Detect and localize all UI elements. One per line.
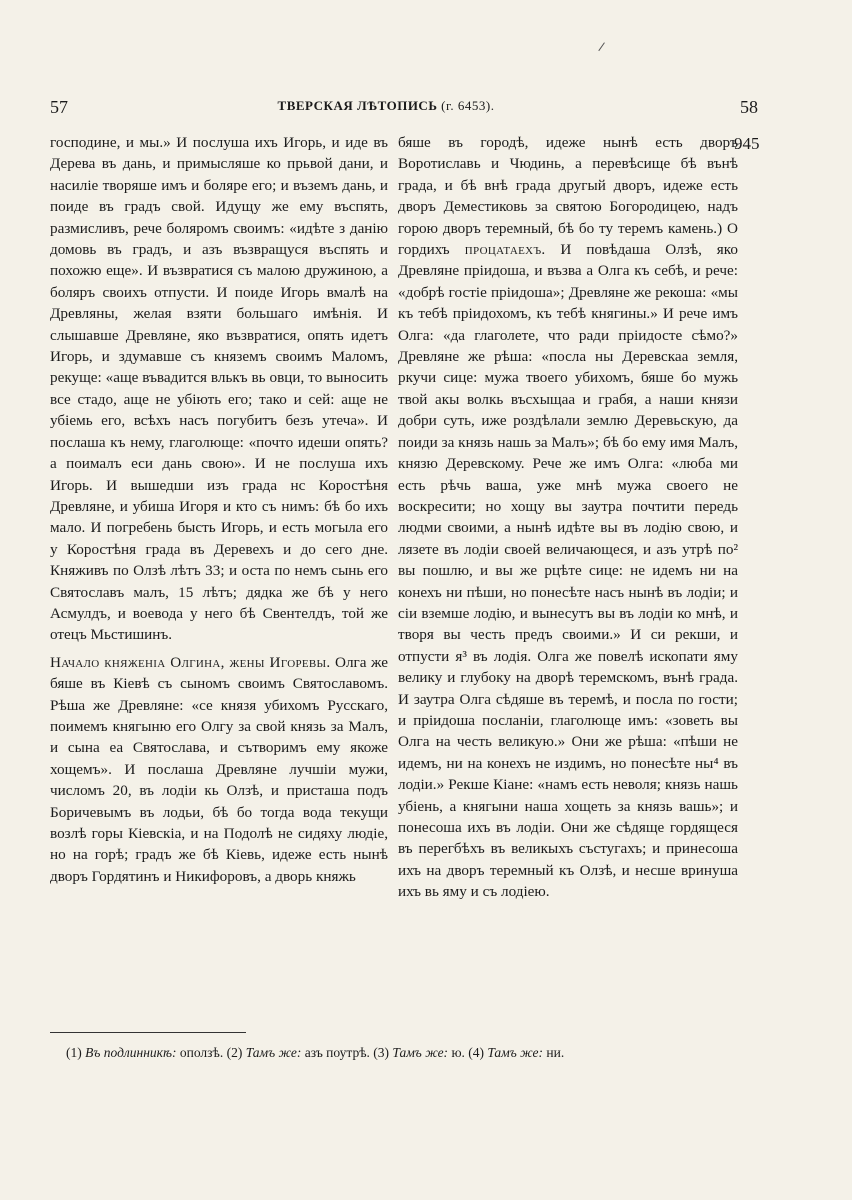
left-paragraph-2-text: Олга же бяше въ Кіевѣ съ сыномъ своимъ Святославомъ. Рѣша же Древляне: «се князя убихомъ Русскаго, поимемъ княгыню его Олгу за свой князь за Малъ, и сына еа Святослава, и сътворимъ ему якоже хощемъ». И послаша Древляне лучшіи мужи, числомъ 20, въ лодіи кь Олзѣ, и присташа подъ Боричевымъ въ лодьи, бѣ бо тогда вода текущи возлѣ горы Кіевскіа, и на Подолѣ не сидяху людіе, но на горѣ; градъ же бѣ Кіевь, идеже есть нынѣ дворъ Гордятинъ и Никифоровъ, а дворь княжь xyxy=(50,653,388,885)
footnote-rule xyxy=(50,1032,246,1033)
margin-year: 945 xyxy=(734,134,760,153)
right-column xyxy=(398,132,738,903)
footnote-1-text: оползѣ. xyxy=(179,1045,224,1060)
footnote-3-number: (3) xyxy=(373,1045,390,1060)
page-number-left: 57 xyxy=(50,97,68,117)
footnote-4-label: Тамъ же: xyxy=(487,1045,544,1060)
footnote-2-text: азъ поутрѣ. xyxy=(304,1045,370,1060)
footnote-3-label: Тамъ же: xyxy=(392,1045,449,1060)
footnote-4-text: ни. xyxy=(546,1045,565,1060)
page-number-right: 58 xyxy=(740,97,758,117)
right-paragraph-1 xyxy=(398,132,738,903)
right-paragraph-1-rest: И повѣдаша Олзѣ, яко Древляне пріидоша, и възва а Олга къ себѣ, и рече: «добрѣ гостіе пріидоша»; Древляне же рекоша: «мы къ тебѣ пріидохомъ, къ тебѣ княгины.» И рече имъ Олга: «да глаголете, что ради пріидосте сѣмо?» Древляне же рѣша: «посла ны Деревскаа земля, ркучи сице: мужа твоего убихомъ, бяше бо мужь твой акы волкь въсхыщаа и грабя, а наши князи добри суть, иже роздѣлали землю Деревьскую, да поиди за князь нашь за Малъ»; бѣ бо ему имя Малъ, князю Деревскому. Рече же имъ Олга: «люба ми есть рѣчь ваша, уже мнѣ мужа своего не воскресити; но хощу вы заутра почтити передь людми своими, а нынѣ идѣте вы въ лодію свою, и лязете въ лодіи своей величающеся, и азъ утрѣ по² вы пошлю, и вы же рцѣте сице: не идемъ ни на конехъ ни пѣши, но понесѣте насъ нынѣ въ лодіи; и сіи вземше лодію, и вынесутъ вы въ лодіи ко мнѣ, и творя вы честь предъ своими.» И си рекши, и отпусти я³ въ лодія. Олга же повелѣ ископати яму велику и глубоку на дворѣ теремскомъ, вънѣ града. И заутра Олга сѣдяше въ теремѣ, и посла по гости; и пріидоша посланіи, глаголюще имъ: «зоветь вы Олга на честь великую.» Они же рѣша: «пѣши не идемъ, ни на конехъ не издимъ, но понесѣте ны⁴ въ лодіи.» Рекше Кіане: «намъ есть неволя; князь нашь убіень, а княгыни наша хощеть за князь вашь»; и понесоша ихъ въ лодіи. Они же сѣдяще гордящеся въ перегбѣхъ въ великыхъ състугахъ; и принесоша ихъ на дворъ теремный къ Олзѣ, и несше вринуша ихъ вь яму и съ лодіею. xyxy=(398,241,738,901)
footnote-3-text: ю. xyxy=(451,1045,465,1060)
footnote-1-number: (1) xyxy=(66,1045,82,1060)
left-paragraph-2 xyxy=(50,652,388,887)
left-column xyxy=(50,132,388,887)
footnote-2-number: (2) xyxy=(226,1045,243,1060)
running-title xyxy=(236,98,536,114)
right-smallcaps: процатаехъ. xyxy=(449,241,546,259)
running-title-text: ТВЕРСКАЯ ЛѢТОПИСЬ xyxy=(277,98,438,113)
running-title-year: (г. 6453). xyxy=(441,98,495,113)
footnotes xyxy=(66,1044,766,1062)
footnote-4-number: (4) xyxy=(468,1045,485,1060)
section-heading: Начало княженіа Олгина, жены Игоревы. xyxy=(50,653,331,671)
right-paragraph-1-text: бяше въ городѣ, идеже нынѣ есть дворъ Воротиславь и Чюдинь, а перевѣсище бѣ вънѣ града, и бѣ внѣ града другый дворъ, идеже есть дворъ Деместиковь за святою Богородицею, надъ горою дворъ теремный, бѣ бо ту теремъ камень.) О гордихъ xyxy=(398,134,738,259)
pencil-mark xyxy=(598,42,605,51)
footnote-1-label: Въ подлинникѣ: xyxy=(85,1045,177,1060)
left-paragraph-1: господине, и мы.» И послуша ихъ Игорь, и иде въ Дерева въ дань, и примысляше ко прьвой дани, и насиліе творяше имъ и боляре его; и въземъ дань, и поиде въ градъ свой. Идущу же ему въспять, размисливъ, рече боляромъ своимъ: «идѣте з данію домовь въ градъ, и азъ възвращуся въспять и похожю еще». И възвратися съ малою дружиною, а боляръ своихъ отпусти. И поиде Игорь вмалѣ на Древляны, желая взяти большаго имѣнія. И слышавше Древляне, яко възвратися, опять идетъ Игорь, и здумавше съ княземъ своимъ Маломъ, рекуще: «аще въвадится влькъ вь овци, то выносить все стадо, аще не убіють его; тако и сей: аще не убіемь его, всѣхъ насъ погубитъ безъ утеча». И послаша къ нему, глаголюще: «почто идеши опять? а поималъ еси дань свою». И не послуша ихъ Игорь. И вышедши изъ града нс Коростѣня Древляне, и убиша Игоря и кто съ нимъ: бѣ бо ихъ мало. И погребень бысть Игорь, и есть могыла его у Коростѣня града въ Деревехъ и до сего дне. Княживъ по Олзѣ лѣтъ 33; и оста по немъ сынь его Святославъ малъ, 15 лѣтъ; дядка же бѣ у него Асмулдъ, и воевода у него бѣ Свентелдъ, той же отецъ Мьстишинъ. xyxy=(50,134,388,644)
footnote-2-label: Тамъ же: xyxy=(245,1045,302,1060)
